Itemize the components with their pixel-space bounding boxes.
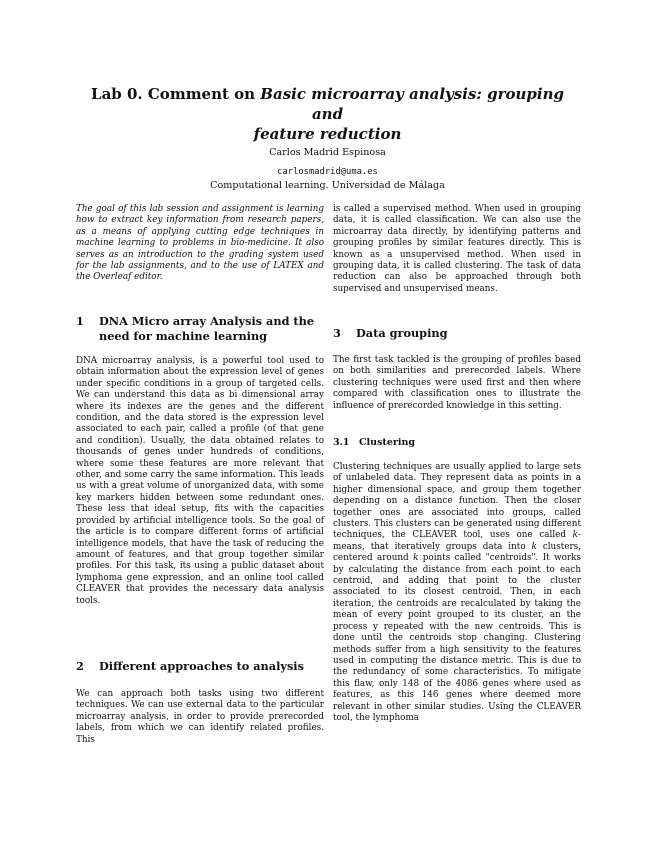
author-affiliation: Computational learning. Universidad de Málaga (210, 180, 445, 191)
subsection-3-1-paragraph (333, 462, 581, 724)
section-2-title: Different approaches to analysis (99, 659, 304, 673)
clustering-text-b: -means, that iteratively groups data into (333, 530, 581, 552)
section-3-heading (333, 326, 583, 341)
section-2-paragraph: We can approach both tasks using two different techniques. We can use external data to the particular microarray analysis, in order to provide prerecorded labels, from which we can identify related profiles. This (76, 689, 324, 745)
section-1-title-line1: DNA Micro array Analysis and the (99, 314, 315, 328)
section-2-heading (76, 659, 326, 674)
clustering-text-a: Clustering techniques are usually applied to large sets of unlabeled data. They represent data as points in a higher dimensional space, and group them together depending on a distance function. Then the closer together ones are associated into groups, called clusters. This clusters can be generated using different techniques, the CLEAVER tool, uses one called (333, 462, 581, 541)
section-3-paragraph: The first task tackled is the grouping of profiles based on both similarities and prerecorded labels. Where clustering techniques were used first and then where compared with classification ones to illustrate the influence of prerecorded knowledge in this setting. (333, 355, 581, 411)
section-1-body (76, 356, 324, 607)
section-2-paragraph-continued: is called a supervised method. When used in grouping data, it is called classification. We can also use the microarray data directly, by identifying patterns and grouping profiles by similar features directly. This is known as a unsupervised method. When used in grouping data, it is called clustering. The task of data reduction can also be approached through both supervised and unsupervised means. (333, 204, 581, 294)
section-3-title: Data grouping (356, 326, 448, 340)
title-prefix: Lab 0. Comment on (91, 85, 261, 103)
section-1-paragraph: DNA microarray analysis, is a powerful tool used to obtain information about the expression level of genes under specific conditions in a group of targeted cells. We can understand this data as bi dimensional array where its indexes are the genes and the different condition, and the data stored is the expression level associated to each pair, called a profile (of that gene and condition). Usually, the data obtained relates to thousands of genes under hundreds of conditions, where some these features are more relevant that other, and some carry the same information. This leads us with a great volume of unorganized data, with some key markers hidden between some redundant ones. These less that ideal setup, fits with the capacities provided by artificial intelligence tools. So the goal of the article is to compare different forms of artificial intelligence models, that have the task of reducing the amount of features, and that group together similar profiles. For this task, its using a public dataset about lymphoma gene expression, and an online tool called CLEAVER that provides the necessary data analysis tools. (76, 356, 324, 606)
abstract-text: The goal of this lab session and assignment is learning how to extract key information from research papers, as a means of applying cutting edge techniques in machine learning to problems in bio-medicine. It also serves as an introduction to the grading system used for the lab assignments, and to the use of (76, 204, 324, 272)
k-symbol-3: k (413, 553, 419, 564)
abstract-tail: and the Overleaf editor. (76, 261, 324, 283)
subsection-3-1-body (333, 462, 581, 724)
latex-logo: LATEX (273, 261, 304, 272)
clustering-text-d: points called "centroids". It works by calculating the distance from each point to each centroid, and adding that point to the cluster associated to its closest centroid. Then, in each iteration, the centroids are recalculated by taking the mean of every point grouped to its cluster, an the process y repeated with the new centroids. This is done until the centroids stop changing. Clustering methods suffer from a high sensitivity to the features used in computing the distance metric. This is due to the redundancy of some characteristics. To mitigate this flaw, only 148 of the 4086 genes where used as features, as this 146 genes where deemed more relevant in other similar studies. Using the CLEAVER tool, the lymphoma (333, 553, 581, 723)
section-1-number: 1 (76, 314, 84, 328)
subsection-3-1-title: Clustering (359, 437, 416, 448)
title-italic-line1: Basic microarray analysis: grouping and (260, 85, 564, 123)
section-2-body-continued (333, 204, 581, 295)
section-1-heading (76, 314, 326, 344)
paper-title (76, 84, 579, 144)
title-italic-line2: feature reduction (253, 125, 402, 143)
k-symbol-1: k (572, 530, 579, 541)
section-1-title-line2: need for machine learning (99, 329, 268, 343)
section-3-body (333, 355, 581, 412)
subsection-3-1-heading (333, 437, 583, 449)
author-name: Carlos Madrid Espinosa (269, 147, 386, 158)
k-symbol-2: k (531, 541, 537, 552)
section-2-number: 2 (76, 659, 84, 673)
author-email: carlosmadrid@uma.es (277, 167, 378, 177)
clustering-text-c: clusters, centered around (333, 541, 581, 564)
section-2-body (76, 689, 324, 746)
abstract (76, 204, 324, 284)
subsection-3-1-number: 3.1 (333, 437, 350, 448)
section-3-number: 3 (333, 326, 341, 340)
